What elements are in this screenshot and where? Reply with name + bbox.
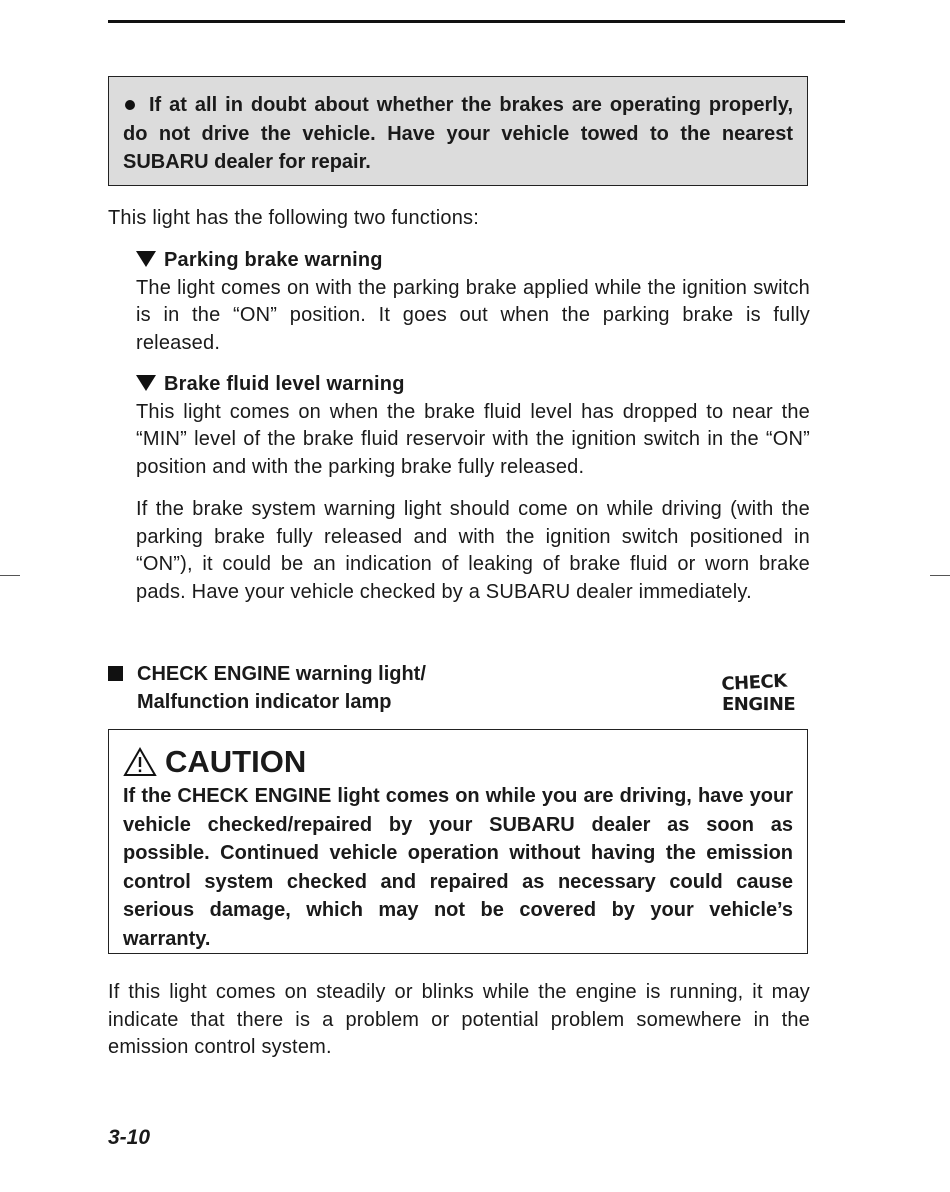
brake-system-note: If the brake system warning light should come on while driving (with the parking brake fully released and with the ignition switch positioned in “ON”), it could be an indication of leaking of brake fluid or worn brake pads. Have your vehicle checked by a SUBARU dealer immediately. (136, 498, 810, 603)
crop-mark-right (930, 575, 950, 576)
section-heading (108, 660, 426, 716)
function-heading-label: Parking brake warning (164, 249, 383, 271)
function-parking-brake (136, 247, 810, 357)
warning-triangle-icon (123, 747, 157, 777)
triangle-marker-icon (136, 251, 156, 267)
caution-text: If the CHECK ENGINE light comes on while you are driving, have your vehicle checked/repaired by your SUBARU dealer as soon as possible. Continued vehicle operation without having the emission control system checked and repaired as necessary could cause serious damage, which may not be covered by your vehicle’s warranty. (123, 785, 793, 950)
indicator-line2: ENGINE (722, 694, 796, 715)
intro-text: This light has the following two functions: (108, 207, 480, 229)
section-heading-line2: Malfunction indicator lamp (137, 691, 392, 713)
triangle-marker-icon (136, 375, 156, 391)
function-heading (136, 247, 810, 275)
caution-box (108, 729, 808, 954)
warning-box (108, 76, 808, 186)
caution-title-label: CAUTION (165, 744, 307, 779)
outro-text: If this light comes on steadily or blinks while the engine is running, it may indicate that there is a problem or potential problem somewhere in the emission control system. (108, 981, 810, 1058)
top-rule (108, 20, 845, 23)
caution-title (123, 742, 793, 782)
crop-mark-left (0, 575, 20, 576)
square-marker-icon (108, 666, 123, 681)
function-brake-fluid (136, 371, 810, 481)
indicator-line1: CHECK (720, 670, 788, 695)
function-heading (136, 371, 810, 399)
warning-text: If at all in doubt about whether the brakes are operating properly, do not drive the vehicle. Have your vehicle towed to the nearest SUBARU dealer for repair. (123, 94, 793, 173)
section-heading-line1: CHECK ENGINE warning light/ (137, 663, 426, 685)
function-body: This light comes on when the brake fluid level has dropped to near the “MIN” level of the brake fluid reservoir with the ignition switch in the “ON” position and with the parking brake fully released. (136, 400, 810, 478)
function-body: The light comes on with the parking brake applied while the ignition switch is in the “ON” position. It goes out when the parking brake is fully released. (136, 276, 810, 354)
bullet-icon (125, 100, 135, 110)
page-number: 3-10 (108, 1126, 151, 1149)
function-heading-label: Brake fluid level warning (164, 373, 405, 395)
check-engine-indicator-icon (720, 670, 796, 715)
